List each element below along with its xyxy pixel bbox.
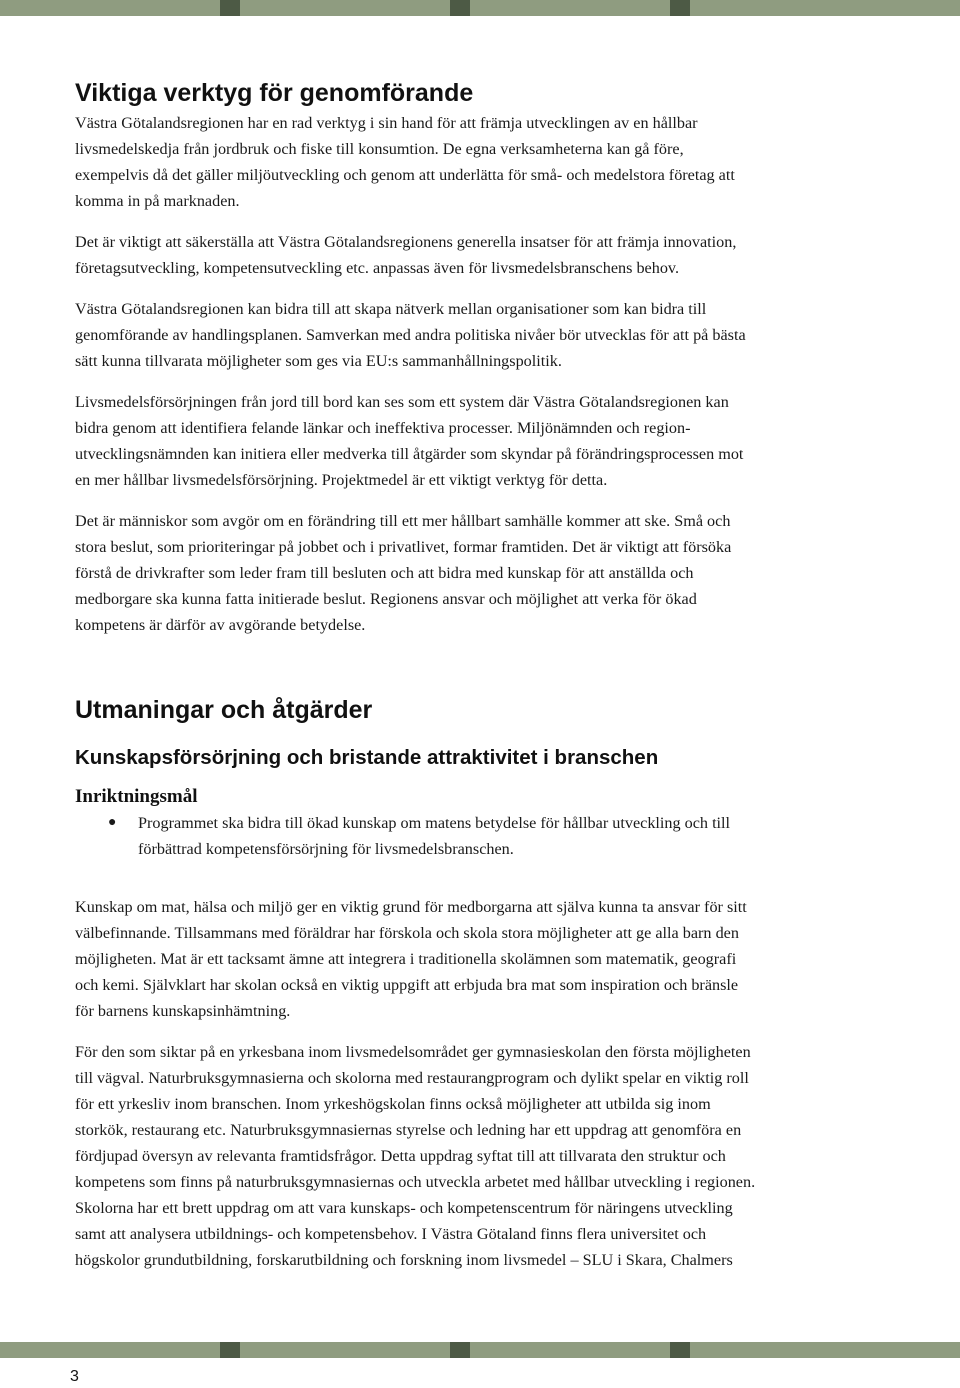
section-heading-tools: Viktiga verktyg för genomförande [75,79,474,107]
goal-list [75,810,895,862]
bottom-decorative-band [0,1342,960,1358]
bullet-icon: ● [108,815,117,830]
list-item: ● Programmet ska bidra till ökad kunskap om matens betydelse för hållbar utveckling och till förbättrad kompetensförsörjning för livsmedelsbranschen. [75,810,895,862]
paragraph-knowledge-food: Kunskap om mat, hälsa och miljö ger en viktig grund för medborgarna att själva kunna ta ansvar för sitt välbefinnande. Tillsammans med föräldrar har förskola och skola stora möjligheter att ge alla barn den möjligheten. Mat är ett tacksamt ämne att integrera i traditionella skolämnen som matematik, geografi och kemi. Självklart har skolan också en viktig uppgift att erbjuda bra mat som inspiration och bränsle för barnens kunskapsinhämtning. [75,898,747,1020]
paragraph-tools-people: Det är människor som avgör om en förändring till ett mer hållbart samhälle kommer att ske. Små och stora beslut, som prioriteringar på jobbet och i privatlivet, formar framtiden. Det är viktigt att försöka förstå de drivkrafter som leder fram till besluten och att bidra med kunskap för att anställda och medborgare ska kunna fatta initierade beslut. Regionens ansvar och möjlighet att verka för ökad kompetens är därför av avgörande betydelse. [75,512,732,634]
top-decorative-band [0,0,960,16]
paragraph-tools-innovation: Det är viktigt att säkerställa att Västra Götalandsregionens generella insatser för att främja innovation, företagsutveckling, kompetensutveckling etc. anpassas även för livsmedelsbranschens behov. [75,233,737,277]
paragraph-tools-system: Livsmedelsförsörjningen från jord till bord kan ses som ett system där Västra Götalandsregionen kan bidra genom att identifiera felande länkar och ineffektiva processer. Miljönämnden och region- utvecklingsnämnden kan initiera eller medverka till åtgärder som skyndar på förändringsprocessen mot en mer hållbar livsmedelsförsörjning. Projektmedel är ett viktigt verktyg för detta. [75,393,744,489]
paragraph-tools-intro: Västra Götalandsregionen har en rad verktyg i sin hand för att främja utvecklingen av en hållbar livsmedelskedja från jordbruk och fiske till konsumtion. De egna verksamheterna kan gå före, exempelvis då det gäller miljöutveckling och genom att underlätta för små- och medelstora företag att komma in på marknaden. [75,114,735,210]
page-content [75,76,895,1273]
paragraph-knowledge-education: För den som siktar på en yrkesbana inom livsmedelsområdet ger gymnasieskolan den första möjligheten till vägval. Naturbruksgymnasierna och skolorna med restaurangprogram och dylikt spelar en viktig roll för ett yrkesliv inom branschen. Inom yrkeshögskolan finns också möjligheter att utbilda sig inom storkök, restaurang etc. Naturbruksgymnasiernas styrelse och ledning har ett uppdrag att genomföra en fördjupad översyn av relevanta framtidsfrågor. Detta uppdrag syftat till att tillvarata den struktur och kompetens som finns på naturbruksgymnasiernas och utveckla arbetet med hållbar utveckling i regionen. Skolorna har ett brett uppdrag om att vara kunskaps- och kompetenscentrum för näringens utveckling samt att analysera utbildnings- och kompetensbehov. I Västra Götaland finns flera universitet och högskolor grundutbildning, forskarutbildning och forskning inom livsmedel – SLU i Skara, Chalmers [75,1043,756,1269]
goal-heading: Inriktningsmål [75,786,198,807]
section-heading-challenges: Utmaningar och åtgärder [75,696,373,724]
subheading-knowledge: Kunskapsförsörjning och bristande attraktivitet i branschen [75,746,659,769]
page-number: 3 [70,1368,79,1385]
paragraph-tools-network: Västra Götalandsregionen kan bidra till att skapa nätverk mellan organisationer som kan bidra till genomförande av handlingsplanen. Samverkan med andra politiska nivåer bör utvecklas för att på bästa sätt kunna tillvarata möjligheter som ges via EU:s sammanhållningspolitik. [75,300,746,370]
